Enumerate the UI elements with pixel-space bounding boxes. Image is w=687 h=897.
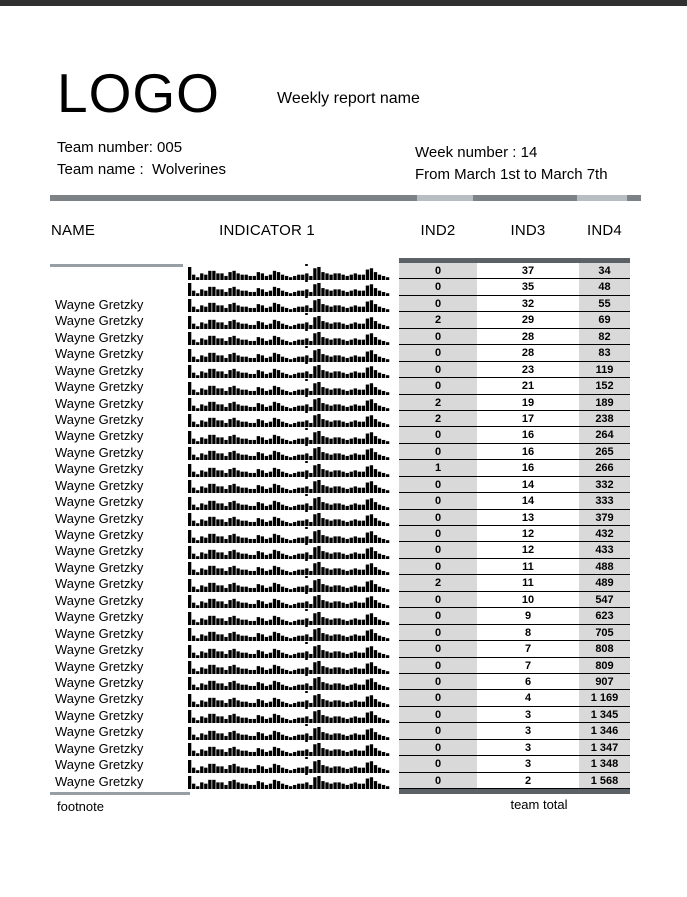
- table-row: [0, 690, 687, 706]
- indicator1-sparkline: [188, 592, 390, 608]
- ind2-value: 0: [434, 528, 442, 540]
- ind2-value: 2: [434, 314, 442, 327]
- ind2-value: 0: [434, 511, 442, 524]
- player-name: Wayne Gretzky: [55, 642, 144, 658]
- ind3-value: 11: [522, 560, 534, 573]
- player-name: Wayne Gretzky: [55, 362, 144, 378]
- ind4-value: 55: [598, 297, 611, 310]
- indicator1-sparkline: [188, 428, 390, 444]
- player-name: Wayne Gretzky: [55, 773, 144, 789]
- ind4-value: 264: [595, 429, 614, 442]
- player-name: Wayne Gretzky: [55, 559, 144, 575]
- name-column-top-rule: [50, 264, 183, 267]
- table-row: [0, 477, 687, 493]
- sparkline-marker-dot: [305, 609, 308, 611]
- player-name: Wayne Gretzky: [55, 527, 144, 542]
- ind3-value: 19: [521, 396, 535, 409]
- indicator1-sparkline: [188, 609, 390, 625]
- ind2-value: 0: [434, 330, 442, 343]
- sparkline-marker-dot: [305, 691, 308, 693]
- column-header-ind2: IND2: [420, 222, 456, 239]
- ind4-value: 189: [595, 396, 614, 409]
- ind3-value: 32: [521, 297, 535, 310]
- team-total-label: team total: [510, 797, 568, 812]
- table-bottom-rule: [399, 789, 630, 794]
- ind3-value: 12: [521, 544, 535, 557]
- ind3-value: 17: [521, 412, 535, 425]
- ind4-value: 69: [598, 314, 611, 327]
- sparkline-marker-dot: [305, 428, 308, 430]
- ind4-value: 433: [595, 544, 614, 557]
- ind4-value: 809: [595, 659, 614, 672]
- sparkline-marker-dot: [305, 379, 308, 381]
- sparkline-marker-dot: [305, 724, 308, 726]
- sparkline-marker-dot: [305, 477, 308, 479]
- ind4-value: 907: [595, 675, 614, 688]
- ind3-value: 3: [524, 725, 532, 738]
- ind4-value: 1 568: [590, 774, 619, 787]
- table-row: [0, 312, 687, 328]
- indicator1-sparkline: [188, 691, 390, 707]
- indicator1-sparkline: [188, 444, 390, 460]
- indicator1-sparkline: [188, 757, 390, 773]
- ind3-value: 11: [522, 577, 534, 590]
- ind4-value: 1 346: [590, 725, 619, 738]
- sparkline-marker-dot: [305, 313, 308, 315]
- indicator1-sparkline: [188, 543, 390, 559]
- ind4-value: 119: [595, 363, 614, 376]
- sparkline-marker-dot: [305, 395, 308, 397]
- ind3-value: 6: [524, 675, 532, 688]
- indicator1-sparkline: [188, 510, 390, 526]
- player-name: Wayne Gretzky: [55, 477, 144, 493]
- table-row: [0, 658, 687, 674]
- ind2-value: 1: [434, 462, 442, 475]
- ind4-value: 547: [595, 593, 614, 606]
- report-title: Weekly report name: [277, 90, 420, 107]
- table-row: [0, 345, 687, 361]
- indicator1-sparkline: [188, 724, 390, 740]
- table-row: [0, 362, 687, 378]
- header-rule-light-segment: [577, 195, 627, 201]
- indicator1-sparkline: [188, 280, 390, 296]
- sparkline-marker-dot: [305, 296, 308, 298]
- player-name: Wayne Gretzky: [55, 428, 144, 444]
- sparkline-marker-dot: [305, 543, 308, 545]
- ind4-value: 1 347: [590, 741, 619, 754]
- indicator1-sparkline: [188, 625, 390, 641]
- table-row: [0, 740, 687, 756]
- week-number: Week number : 14: [415, 144, 538, 161]
- player-name: Wayne Gretzky: [55, 461, 144, 477]
- player-name: Wayne Gretzky: [55, 707, 144, 723]
- ind2-value: 0: [434, 265, 442, 277]
- sparkline-marker-dot: [305, 494, 308, 496]
- ind2-value: 0: [434, 380, 442, 393]
- sparkline-marker-dot: [305, 592, 308, 594]
- table-row: [0, 329, 687, 345]
- indicator1-sparkline: [188, 674, 390, 690]
- indicator1-sparkline: [188, 346, 390, 362]
- ind3-value: 28: [521, 347, 535, 360]
- table-row: [0, 707, 687, 723]
- sparkline-marker-dot: [305, 280, 308, 282]
- ind4-value: 333: [595, 495, 614, 508]
- team-info: [57, 137, 226, 181]
- table-row: [0, 674, 687, 690]
- header-rule-light-segment: [417, 195, 473, 201]
- ind2-value: 2: [434, 412, 442, 425]
- player-name: Wayne Gretzky: [55, 494, 144, 510]
- ind3-value: 3: [524, 708, 532, 721]
- indicator1-sparkline: [188, 740, 390, 756]
- player-name: Wayne Gretzky: [55, 411, 144, 427]
- table-row: [0, 395, 687, 411]
- ind2-value: 0: [434, 741, 442, 754]
- ind4-value: 432: [595, 528, 614, 540]
- ind2-value: 0: [434, 297, 442, 310]
- ind4-value: 266: [595, 462, 614, 475]
- column-header-name: NAME: [51, 222, 96, 239]
- table-row: [0, 773, 687, 789]
- sparkline-marker-dot: [305, 674, 308, 676]
- ind3-value: 16: [521, 429, 535, 442]
- week-info: [415, 142, 608, 186]
- ind4-value: 1 345: [590, 708, 619, 721]
- indicator1-sparkline: [188, 559, 390, 575]
- sparkline-marker-dot: [305, 559, 308, 561]
- ind3-value: 3: [524, 741, 532, 754]
- sparkline-marker-dot: [305, 510, 308, 512]
- table-row: [0, 411, 687, 427]
- ind4-value: 488: [595, 560, 614, 573]
- ind2-value: 0: [434, 363, 442, 376]
- ind2-value: 0: [434, 708, 442, 721]
- ind2-value: 0: [434, 758, 442, 771]
- indicator1-sparkline: [188, 642, 390, 658]
- sparkline-marker-dot: [305, 527, 308, 529]
- ind4-value: 83: [598, 347, 611, 360]
- table-row: [0, 460, 687, 476]
- sparkline-marker-dot: [305, 658, 308, 660]
- ind2-value: 0: [434, 675, 442, 688]
- table-row: [0, 296, 687, 312]
- ind4-value: 1 348: [590, 758, 619, 771]
- ind3-value: 7: [524, 643, 532, 656]
- ind2-value: 0: [434, 643, 442, 656]
- indicator1-sparkline: [188, 379, 390, 395]
- ind3-value: 4: [524, 692, 532, 705]
- ind3-value: 7: [524, 659, 532, 672]
- sparkline-marker-dot: [305, 461, 308, 463]
- table-row: [0, 526, 687, 542]
- indicator1-sparkline: [188, 313, 390, 329]
- ind3-value: 23: [521, 363, 535, 376]
- sparkline-marker-dot: [305, 411, 308, 413]
- ind2-value: 0: [434, 626, 442, 639]
- player-name: Wayne Gretzky: [55, 740, 144, 756]
- column-header-indicator1: INDICATOR 1: [219, 222, 315, 239]
- ind2-value: 0: [434, 659, 442, 672]
- ind3-value: 3: [524, 758, 532, 771]
- ind3-value: 2: [524, 774, 532, 787]
- table-row: [0, 493, 687, 509]
- player-name: Wayne Gretzky: [55, 658, 144, 674]
- ind3-value: 9: [524, 610, 532, 623]
- ind2-value: 0: [434, 478, 442, 491]
- indicator1-sparkline: [188, 527, 390, 543]
- table-top-rule: [399, 258, 630, 263]
- indicator1-sparkline: [188, 494, 390, 510]
- ind2-value: 0: [434, 560, 442, 573]
- ind4-value: 705: [595, 626, 614, 639]
- ind3-value: 28: [521, 330, 535, 343]
- player-name: Wayne Gretzky: [55, 724, 144, 740]
- ind2-value: 0: [434, 593, 442, 606]
- player-name: Wayne Gretzky: [55, 674, 144, 690]
- indicator1-sparkline: [188, 296, 390, 312]
- ind2-value: 0: [434, 544, 442, 557]
- ind3-value: 14: [521, 495, 535, 508]
- table-row: [0, 510, 687, 526]
- table-row: [0, 756, 687, 772]
- ind2-value: 0: [434, 774, 442, 787]
- sparkline-marker-dot: [305, 757, 308, 759]
- ind2-value: 0: [434, 495, 442, 508]
- ind2-value: 0: [434, 429, 442, 442]
- ind3-value: 13: [521, 511, 535, 524]
- table-row: [0, 279, 687, 295]
- indicator1-sparkline: [188, 461, 390, 477]
- ind4-value: 152: [595, 380, 614, 393]
- player-name: Wayne Gretzky: [55, 296, 144, 312]
- ind4-value: 34: [598, 265, 611, 277]
- player-name: Wayne Gretzky: [55, 510, 144, 526]
- ind3-value: 14: [521, 478, 535, 491]
- player-name: Wayne Gretzky: [55, 609, 144, 625]
- header-rule: [50, 195, 641, 201]
- player-name: Wayne Gretzky: [55, 625, 144, 641]
- team-name: Team name : Wolverines: [57, 161, 226, 178]
- ind2-value: 0: [434, 692, 442, 705]
- indicator1-sparkline: [188, 411, 390, 427]
- player-name: Wayne Gretzky: [55, 346, 144, 362]
- ind3-value: 16: [521, 445, 535, 458]
- table-row: [0, 592, 687, 608]
- ind3-value: 8: [524, 626, 532, 639]
- player-name: Wayne Gretzky: [55, 329, 144, 345]
- ind4-value: 48: [598, 281, 611, 294]
- ind4-value: 489: [595, 577, 614, 590]
- indicator1-sparkline: [188, 773, 390, 789]
- ind3-value: 16: [521, 462, 535, 475]
- ind4-value: 379: [595, 511, 614, 524]
- ind2-value: 2: [434, 396, 442, 409]
- sparkline-marker-dot: [305, 707, 308, 709]
- sparkline-marker-dot: [305, 576, 308, 578]
- table-row: [0, 559, 687, 575]
- player-name: Wayne Gretzky: [55, 313, 144, 329]
- sparkline-marker-dot: [305, 625, 308, 627]
- indicator1-sparkline: [188, 362, 390, 378]
- table-row: [0, 427, 687, 443]
- ind4-value: 265: [595, 445, 614, 458]
- player-name: Wayne Gretzky: [55, 395, 144, 411]
- ind3-value: 12: [521, 528, 535, 540]
- player-name: Wayne Gretzky: [55, 592, 144, 608]
- indicator1-sparkline: [188, 395, 390, 411]
- sparkline-marker-dot: [305, 773, 308, 775]
- ind2-value: 0: [434, 610, 442, 623]
- ind2-value: 2: [434, 577, 442, 590]
- table-row: [0, 378, 687, 394]
- player-name: Wayne Gretzky: [55, 757, 144, 773]
- indicator1-sparkline: [188, 658, 390, 674]
- indicator1-sparkline: [188, 329, 390, 345]
- ind3-value: 10: [521, 593, 535, 606]
- player-name: Wayne Gretzky: [55, 543, 144, 559]
- table-row: [0, 575, 687, 591]
- table-row: [0, 723, 687, 739]
- indicator1-sparkline: [188, 477, 390, 493]
- sparkline-marker-dot: [305, 362, 308, 364]
- ind4-value: 238: [595, 412, 614, 425]
- table-row: [0, 625, 687, 641]
- ind2-value: 0: [434, 347, 442, 360]
- ind4-value: 808: [595, 643, 614, 656]
- ind4-value: 1 169: [590, 692, 619, 705]
- table-row: [0, 444, 687, 460]
- footnote: footnote: [57, 799, 104, 814]
- sparkline-marker-dot: [305, 264, 308, 266]
- ind2-value: 0: [434, 445, 442, 458]
- sparkline-marker-dot: [305, 740, 308, 742]
- ind2-value: 0: [434, 725, 442, 738]
- team-number: Team number: 005: [57, 139, 183, 156]
- window-top-strip: [0, 0, 687, 6]
- table-row: [0, 641, 687, 657]
- ind3-value: 29: [521, 314, 535, 327]
- sparkline-marker-dot: [305, 642, 308, 644]
- player-name: Wayne Gretzky: [55, 444, 144, 460]
- indicator1-sparkline: [188, 576, 390, 592]
- name-column-bottom-rule: [50, 792, 190, 795]
- ind4-value: 623: [595, 610, 614, 623]
- column-header-ind4: IND4: [587, 222, 622, 239]
- ind2-value: 0: [434, 281, 442, 294]
- date-range: From March 1st to March 7th: [415, 166, 608, 183]
- ind3-value: 37: [521, 265, 535, 277]
- indicator1-sparkline: [188, 264, 390, 280]
- logo: LOGO: [57, 62, 220, 124]
- column-header-ind3: IND3: [510, 222, 546, 239]
- player-name: Wayne Gretzky: [55, 379, 144, 395]
- ind4-value: 82: [598, 330, 611, 343]
- table-row: [0, 608, 687, 624]
- player-name: Wayne Gretzky: [55, 576, 144, 592]
- table-row: [0, 542, 687, 558]
- indicator1-sparkline: [188, 707, 390, 723]
- ind3-value: 21: [521, 380, 535, 393]
- ind4-value: 332: [595, 478, 614, 491]
- sparkline-marker-dot: [305, 346, 308, 348]
- player-name: Wayne Gretzky: [55, 691, 144, 707]
- sparkline-marker-dot: [305, 444, 308, 446]
- ind3-value: 35: [521, 281, 535, 294]
- sparkline-marker-dot: [305, 329, 308, 331]
